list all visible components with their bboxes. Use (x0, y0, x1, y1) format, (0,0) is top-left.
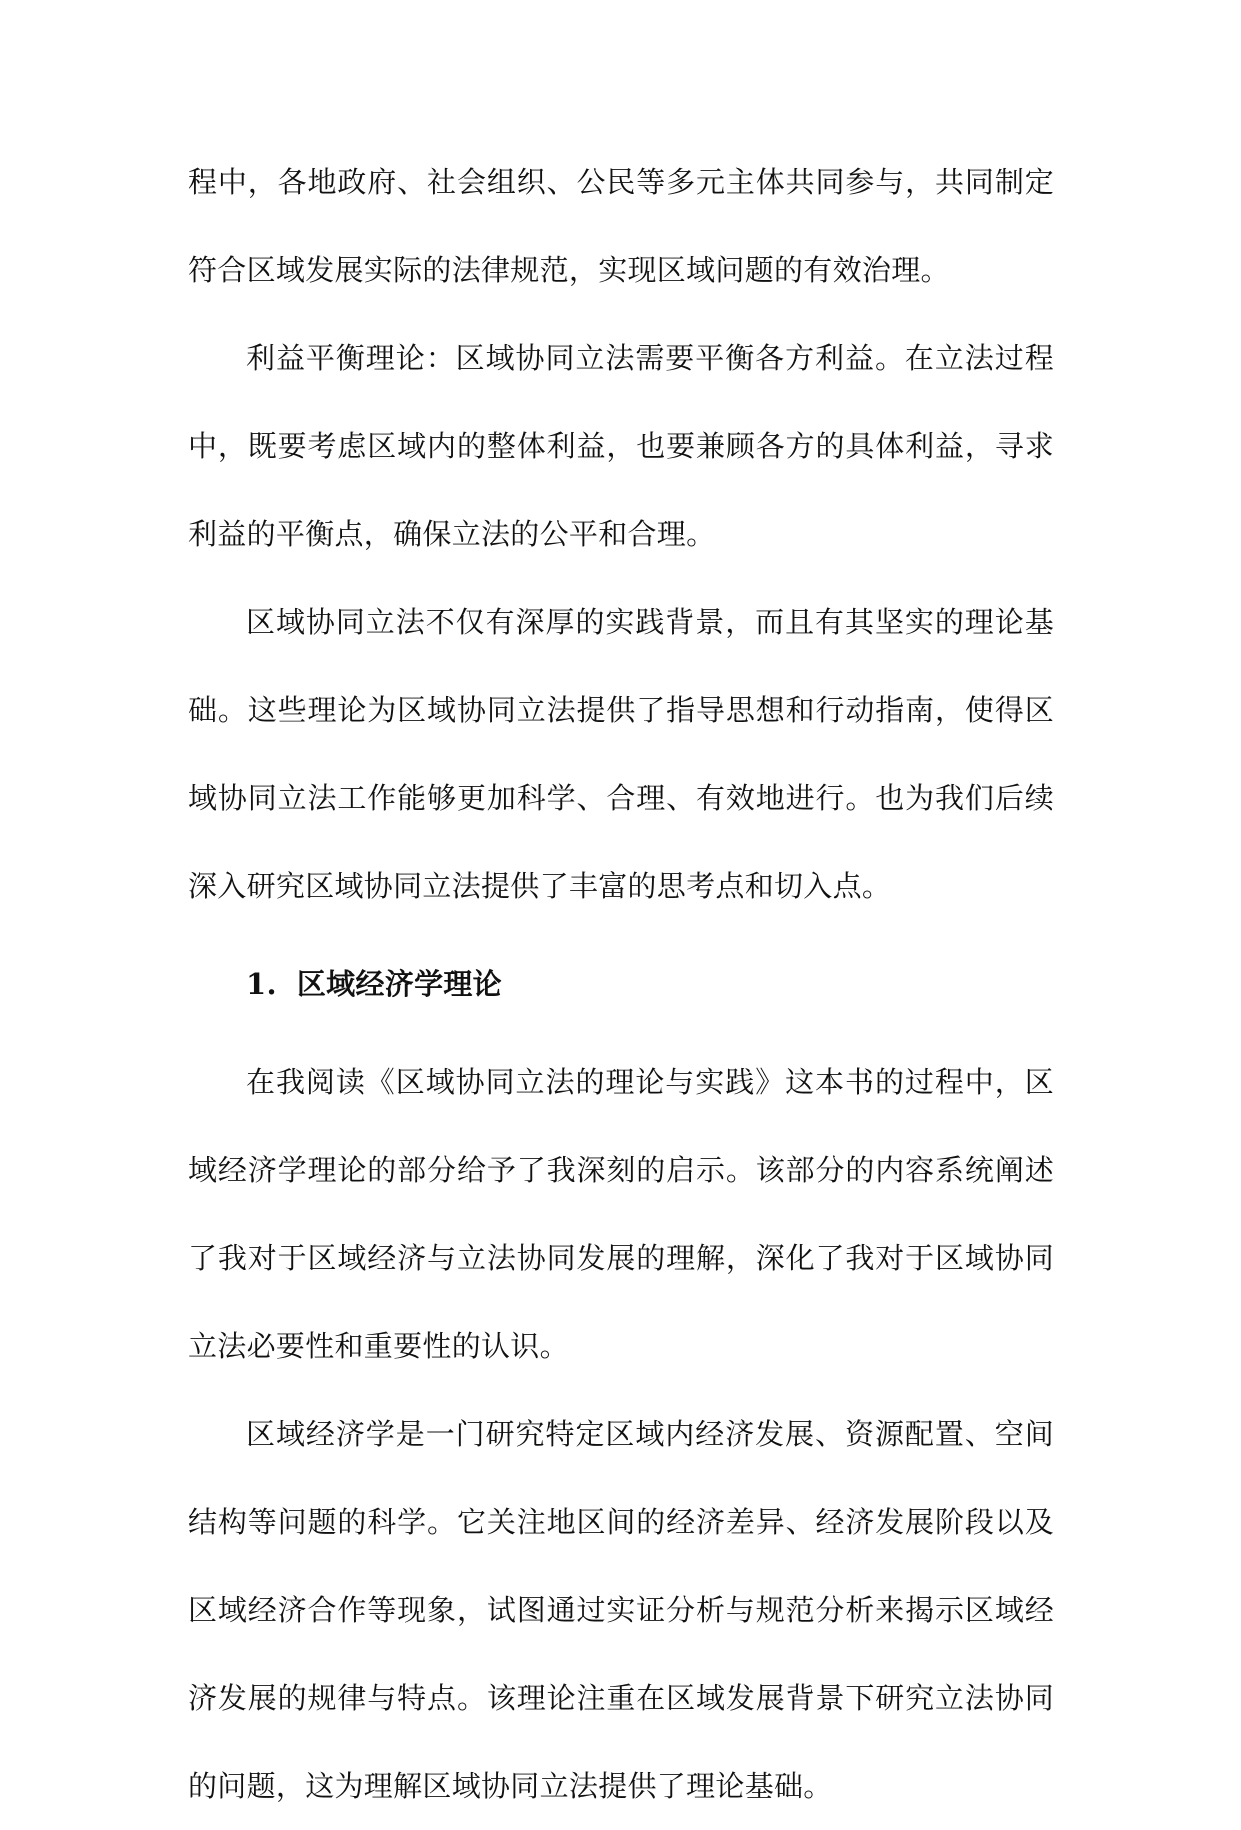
paragraph-regional-economics-definition: 区域经济学是一门研究特定区域内经济发展、资源配置、空间结构等问题的科学。它关注地区间的经济差异、经济发展阶段以及区域经济合作等现象，试图通过实证分析与规范分析来揭示区域经济发展的规律与特点。该理论注重在区域发展背景下研究立法协同的问题，这为理解区域协同立法提供了理论基础。 (188, 1417, 1054, 1803)
paragraph-continuation: 程中，各地政府、社会组织、公民等多元主体共同参与，共同制定符合区域发展实际的法律规范，实现区域问题的有效治理。 (188, 165, 1054, 287)
section-title: 区域经济学理论 (296, 967, 502, 1001)
paragraph-interest-balance-theory: 利益平衡理论：区域协同立法需要平衡各方利益。在立法过程中，既要考虑区域内的整体利益，也要兼顾各方的具体利益，寻求利益的平衡点，确保立法的公平和合理。 (188, 341, 1054, 551)
paragraph-reading-insight: 在我阅读《区域协同立法的理论与实践》这本书的过程中，区域经济学理论的部分给予了我深刻的启示。该部分的内容系统阐述了我对于区域经济与立法协同发展的理解，深化了我对于区域协同立法必要性和重要性的认识。 (188, 1065, 1054, 1363)
section-number: 1. (246, 967, 277, 1001)
document-body (188, 138, 1054, 1830)
section-heading (188, 930, 1054, 1038)
paragraph-theory-summary: 区域协同立法不仅有深厚的实践背景，而且有其坚实的理论基础。这些理论为区域协同立法提供了指导思想和行动指南，使得区域协同立法工作能够更加科学、合理、有效地进行。也为我们后续深入研究区域协同立法提供了丰富的思考点和切入点。 (188, 605, 1054, 903)
